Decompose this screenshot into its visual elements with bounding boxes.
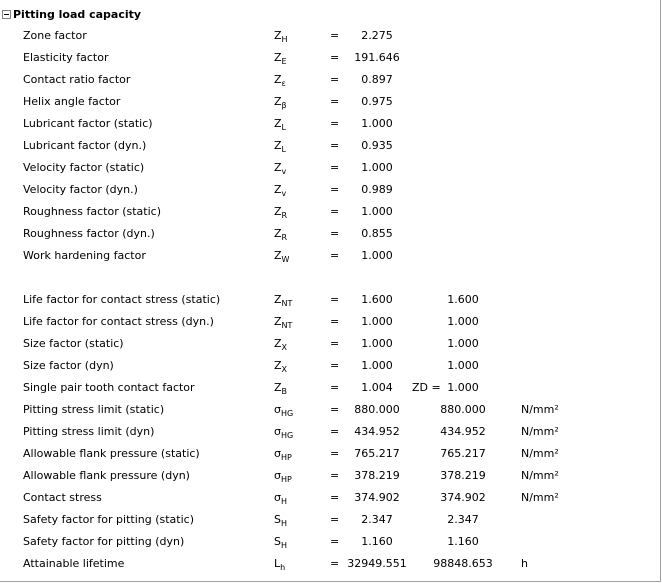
symbol-main: Z — [274, 161, 282, 174]
value-2: 1.600 — [447, 293, 479, 306]
table-row — [0, 553, 660, 575]
equals-sign: = — [330, 139, 340, 152]
table-row — [0, 399, 660, 421]
symbol-main: Z — [274, 95, 282, 108]
value-2: 765.217 — [440, 447, 486, 460]
symbol-subscript: NT — [281, 321, 293, 330]
value-1: 1.000 — [361, 205, 393, 218]
equals-sign: = — [330, 29, 340, 42]
symbol-main: σ — [274, 425, 281, 438]
equals-sign: = — [330, 293, 340, 306]
symbol-main: Z — [274, 227, 282, 240]
value-1: 765.217 — [354, 447, 400, 460]
equals-sign: = — [330, 95, 340, 108]
symbol-subscript: v — [281, 167, 287, 176]
row-label: Size factor (dyn) — [23, 359, 114, 372]
row-label: Zone factor — [23, 29, 87, 42]
table-row — [0, 377, 660, 399]
row-label: Life factor for contact stress (static) — [23, 293, 221, 306]
symbol-subscript: H — [281, 35, 288, 44]
value-1: 0.897 — [361, 73, 393, 86]
value-1: 1.000 — [361, 249, 393, 262]
equals-sign: = — [330, 557, 340, 570]
symbol-subscript: B — [281, 387, 288, 396]
symbol-subscript: NT — [281, 299, 293, 308]
row-symbol — [274, 245, 289, 271]
table-row — [0, 509, 660, 531]
value-2: 1.160 — [447, 535, 479, 548]
equals-sign: = — [330, 183, 340, 196]
symbol-main: L — [274, 557, 281, 570]
symbol-subscript: R — [281, 211, 288, 220]
symbol-subscript: HG — [280, 409, 294, 418]
value-1: 880.000 — [354, 403, 400, 416]
symbol-subscript: E — [281, 57, 287, 66]
value-1: 2.275 — [361, 29, 393, 42]
equals-sign: = — [330, 337, 340, 350]
table-row — [0, 25, 660, 47]
row-label: Pitting stress limit (static) — [23, 403, 165, 416]
table-row — [0, 91, 660, 113]
symbol-subscript: HG — [280, 431, 294, 440]
equals-sign: = — [330, 403, 340, 416]
equals-sign: = — [330, 227, 340, 240]
value-2: 2.347 — [447, 513, 479, 526]
equals-sign: = — [330, 205, 340, 218]
value-1: 374.902 — [354, 491, 400, 504]
symbol-subscript: HP — [280, 475, 292, 484]
symbol-main: σ — [274, 447, 281, 460]
table-row — [0, 157, 660, 179]
value-1: 378.219 — [354, 469, 400, 482]
symbol-main: σ — [274, 403, 281, 416]
symbol-main: Z — [274, 117, 282, 130]
row-label: Safety factor for pitting (static) — [23, 513, 194, 526]
value-1: 0.989 — [361, 183, 393, 196]
row-symbol — [274, 553, 285, 579]
symbol-main: Z — [274, 205, 282, 218]
value-2: 880.000 — [440, 403, 486, 416]
unit: N/mm² — [521, 469, 559, 482]
symbol-subscript: W — [281, 255, 290, 264]
value-1: 191.646 — [354, 51, 400, 64]
value-2: 1.000 — [447, 359, 479, 372]
equals-sign: = — [330, 513, 340, 526]
value-2: 1.000 — [447, 315, 479, 328]
symbol-main: S — [274, 513, 281, 526]
symbol-main: σ — [274, 469, 281, 482]
symbol-subscript: H — [280, 541, 287, 550]
symbol-main: Z — [274, 249, 282, 262]
value-2: 98848.653 — [433, 557, 493, 570]
row-label: Allowable flank pressure (static) — [23, 447, 200, 460]
value-1: 1.000 — [361, 161, 393, 174]
value-2: 1.000 — [447, 337, 479, 350]
symbol-main: Z — [274, 183, 282, 196]
equals-sign: = — [330, 447, 340, 460]
row-label: Pitting stress limit (dyn) — [23, 425, 155, 438]
equals-sign: = — [330, 51, 340, 64]
equals-sign: = — [330, 535, 340, 548]
section-title: Pitting load capacity — [13, 7, 142, 21]
table-row — [0, 421, 660, 443]
symbol-main: Z — [274, 381, 282, 394]
value-2: 374.902 — [440, 491, 486, 504]
equals-sign: = — [330, 73, 340, 86]
value-1: 0.855 — [361, 227, 393, 240]
symbol-subscript: ε — [281, 79, 286, 88]
row-label: Size factor (static) — [23, 337, 124, 350]
value-1: 0.935 — [361, 139, 393, 152]
table-row — [0, 311, 660, 333]
unit: N/mm² — [521, 491, 559, 504]
value-1: 1.000 — [361, 315, 393, 328]
symbol-subscript: H — [280, 519, 287, 528]
row-label: Safety factor for pitting (dyn) — [23, 535, 185, 548]
table-row — [0, 531, 660, 553]
table-row — [0, 289, 660, 311]
symbol-subscript: X — [281, 365, 288, 374]
row-label: Lubricant factor (dyn.) — [23, 139, 147, 152]
equals-sign: = — [330, 359, 340, 372]
symbol-main: Z — [274, 359, 282, 372]
symbol-main: Z — [274, 315, 282, 328]
table-row — [0, 69, 660, 91]
collapse-minus-icon[interactable] — [2, 10, 11, 19]
row-label: Single pair tooth contact factor — [23, 381, 195, 394]
symbol-main: Z — [274, 337, 282, 350]
equals-sign: = — [330, 469, 340, 482]
value-1: 2.347 — [361, 513, 393, 526]
value-1: 1.000 — [361, 117, 393, 130]
row-label: Roughness factor (dyn.) — [23, 227, 155, 240]
symbol-main: Z — [274, 293, 282, 306]
value-1: 32949.551 — [347, 557, 407, 570]
value-1: 434.952 — [354, 425, 400, 438]
table-row — [0, 333, 660, 355]
table-row — [0, 245, 660, 267]
value-1: 0.975 — [361, 95, 393, 108]
unit: N/mm² — [521, 425, 559, 438]
symbol-main: Z — [274, 51, 282, 64]
row-label: Contact ratio factor — [23, 73, 131, 86]
table-row — [0, 465, 660, 487]
symbol-subscript: H — [280, 497, 287, 506]
table-row — [0, 135, 660, 157]
zd-label: ZD = — [412, 381, 441, 394]
table-row — [0, 113, 660, 135]
unit: N/mm² — [521, 447, 559, 460]
equals-sign: = — [330, 491, 340, 504]
equals-sign: = — [330, 117, 340, 130]
row-label: Lubricant factor (static) — [23, 117, 153, 130]
value-1: 1.000 — [361, 337, 393, 350]
symbol-main: S — [274, 535, 281, 548]
table-row — [0, 201, 660, 223]
symbol-main: Z — [274, 139, 282, 152]
symbol-main: Z — [274, 29, 282, 42]
value-1: 1.000 — [361, 359, 393, 372]
row-label: Velocity factor (static) — [23, 161, 145, 174]
row-label: Helix angle factor — [23, 95, 121, 108]
table-row — [0, 443, 660, 465]
value-2: 378.219 — [440, 469, 486, 482]
equals-sign: = — [330, 381, 340, 394]
table-row — [0, 223, 660, 245]
equals-sign: = — [330, 315, 340, 328]
row-label: Work hardening factor — [23, 249, 146, 262]
value-1: 1.004 — [361, 381, 393, 394]
row-label: Elasticity factor — [23, 51, 109, 64]
table-row — [0, 487, 660, 509]
value-2: 1.000 — [447, 381, 479, 394]
table-row — [0, 47, 660, 69]
table-row — [0, 355, 660, 377]
table-row — [0, 179, 660, 201]
symbol-main: Z — [274, 73, 282, 86]
row-label: Velocity factor (dyn.) — [23, 183, 138, 196]
symbol-subscript: v — [281, 189, 287, 198]
row-label: Allowable flank pressure (dyn) — [23, 469, 190, 482]
equals-sign: = — [330, 425, 340, 438]
value-1: 1.160 — [361, 535, 393, 548]
symbol-subscript: HP — [280, 453, 292, 462]
symbol-subscript: β — [281, 101, 287, 110]
row-label: Contact stress — [23, 491, 102, 504]
symbol-subscript: R — [281, 233, 288, 242]
unit: N/mm² — [521, 403, 559, 416]
value-2: 434.952 — [440, 425, 486, 438]
unit: h — [521, 557, 528, 570]
symbol-subscript: L — [281, 123, 287, 132]
equals-sign: = — [330, 161, 340, 174]
symbol-main: σ — [274, 491, 281, 504]
row-label: Roughness factor (static) — [23, 205, 162, 218]
row-label: Attainable lifetime — [23, 557, 125, 570]
section-header[interactable] — [2, 6, 141, 22]
symbol-subscript: L — [281, 145, 287, 154]
row-label: Life factor for contact stress (dyn.) — [23, 315, 214, 328]
symbol-subscript: h — [280, 563, 286, 572]
symbol-subscript: X — [281, 343, 288, 352]
value-1: 1.600 — [361, 293, 393, 306]
equals-sign: = — [330, 249, 340, 262]
